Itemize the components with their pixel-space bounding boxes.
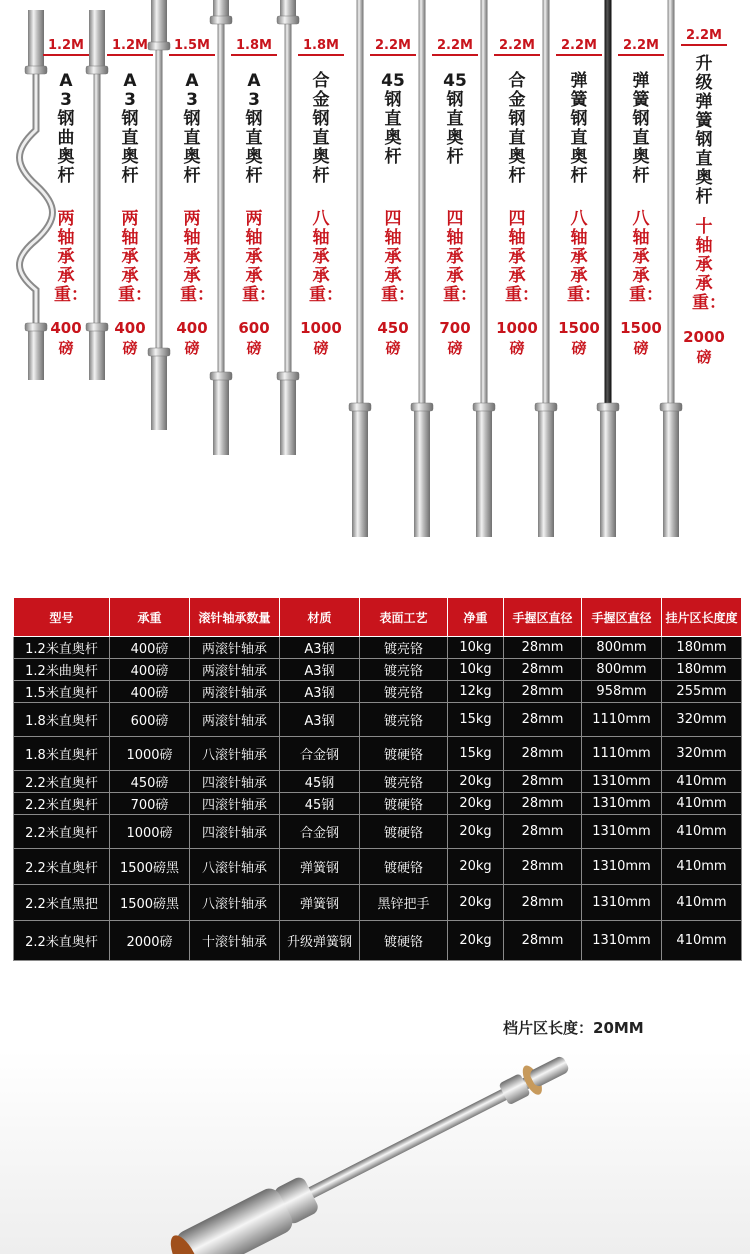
column-header: 手握区直径 [582, 598, 662, 637]
collar [25, 66, 47, 74]
table-cell: 28mm [504, 703, 582, 737]
collar [277, 16, 299, 24]
table-cell: 1310mm [582, 771, 662, 793]
weight-rating: 1000 磅 [496, 319, 538, 357]
table-cell: 800mm [582, 637, 662, 659]
bar-name: A3钢直奥杆 [183, 71, 201, 186]
table-cell: 两滚针轴承 [190, 659, 280, 681]
table-cell: 镀硬铬 [360, 815, 448, 849]
table-cell: 1.8米直奥杆 [14, 737, 110, 771]
table-cell: 镀亮铬 [360, 637, 448, 659]
column-header: 表面工艺 [360, 598, 448, 637]
table-row [14, 771, 742, 793]
column-header: 手握区直径 [504, 598, 582, 637]
table-cell: 1310mm [582, 849, 662, 885]
column-header: 净重 [448, 598, 504, 637]
table-cell: 28mm [504, 637, 582, 659]
table-cell: 400磅 [110, 637, 190, 659]
table-cell: 1500磅黑 [110, 885, 190, 921]
table-cell: 八滚针轴承 [190, 885, 280, 921]
length-label: 2.2M [618, 38, 664, 53]
length-label: 1.8M [298, 38, 344, 53]
table-row [14, 659, 742, 681]
table-cell: 1110mm [582, 737, 662, 771]
collar [411, 403, 433, 411]
table-cell: 20kg [448, 793, 504, 815]
table-cell: 958mm [582, 681, 662, 703]
length-label: 1.5M [169, 38, 215, 53]
table-cell: 600磅 [110, 703, 190, 737]
sleeve [280, 0, 296, 16]
table-cell: 410mm [662, 793, 742, 815]
sleeve [352, 411, 368, 537]
shaft [668, 0, 675, 403]
bearing-capacity: 两轴承承重： [242, 209, 276, 305]
table-cell: 1.8米直奥杆 [14, 703, 110, 737]
weight-rating: 400 磅 [176, 319, 208, 357]
collar [86, 323, 108, 331]
table-cell: 180mm [662, 637, 742, 659]
table-cell: 合金钢 [280, 737, 360, 771]
bearing-capacity: 十轴承承重： [692, 217, 726, 313]
shaft [218, 16, 225, 372]
barbell-5 [277, 0, 299, 455]
barbell-7 [411, 0, 433, 537]
length-label: 2.2M [432, 38, 478, 53]
bar-name: 合金钢直奥杆 [508, 71, 526, 186]
sleeve [213, 0, 229, 16]
table-cell: 1310mm [582, 885, 662, 921]
bar-name: 弹簧钢直奥杆 [570, 71, 588, 186]
table-cell: 1.2米直奥杆 [14, 637, 110, 659]
table-cell: 2000磅 [110, 921, 190, 961]
table-cell: 20kg [448, 921, 504, 961]
bearing-capacity: 四轴承承重： [443, 209, 477, 305]
table-cell: 2.2米直奥杆 [14, 793, 110, 815]
length-label: 1.8M [231, 38, 277, 53]
table-cell: 1.2米曲奥杆 [14, 659, 110, 681]
table-cell: 15kg [448, 737, 504, 771]
weight-rating: 400 磅 [50, 319, 82, 357]
table-cell: 1310mm [582, 921, 662, 961]
table-cell: 1310mm [582, 815, 662, 849]
barbell-2 [86, 10, 108, 380]
bearing-capacity: 八轴承承重： [567, 209, 601, 305]
length-label: 2.2M [556, 38, 602, 53]
weight-rating: 700 磅 [439, 319, 471, 357]
bearing-capacity: 两轴承承重： [118, 209, 152, 305]
table-cell: 410mm [662, 815, 742, 849]
table-cell: 两滚针轴承 [190, 637, 280, 659]
column-header: 材质 [280, 598, 360, 637]
length-label: 2.2M [494, 38, 540, 53]
collar [210, 16, 232, 24]
table-cell: 四滚针轴承 [190, 815, 280, 849]
column-header: 滚针轴承数量 [190, 598, 280, 637]
barbell-4 [210, 0, 232, 455]
shaft [419, 0, 426, 403]
table-cell: 28mm [504, 771, 582, 793]
table-cell: 410mm [662, 849, 742, 885]
column-header: 挂片区长度度 [662, 598, 742, 637]
table-cell: 20kg [448, 771, 504, 793]
table-row [14, 637, 742, 659]
shaft [156, 42, 163, 348]
table-cell: 2.2米直奥杆 [14, 771, 110, 793]
table-cell: 28mm [504, 815, 582, 849]
bar-name: 45钢直奥杆 [443, 71, 467, 167]
table-cell: 镀硬铬 [360, 849, 448, 885]
weight-rating: 400 磅 [114, 319, 146, 357]
table-cell: 镀亮铬 [360, 771, 448, 793]
bearing-capacity: 四轴承承重： [381, 209, 415, 305]
collar [277, 372, 299, 380]
table-cell: 20kg [448, 849, 504, 885]
bearing-capacity: 两轴承承重： [54, 209, 88, 305]
sleeve [151, 356, 167, 430]
sleeve [151, 0, 167, 42]
table-row [14, 885, 742, 921]
table-cell: A3钢 [280, 659, 360, 681]
table-cell: 410mm [662, 771, 742, 793]
table-cell: 28mm [504, 921, 582, 961]
table-cell: 1500磅黑 [110, 849, 190, 885]
length-label: 1.2M [107, 38, 153, 53]
weight-rating: 1500 磅 [620, 319, 662, 357]
table-cell: 28mm [504, 659, 582, 681]
sleeve [89, 10, 105, 66]
table-cell: 180mm [662, 659, 742, 681]
table-cell: 四滚针轴承 [190, 793, 280, 815]
table-row [14, 793, 742, 815]
length-label: 1.2M [43, 38, 89, 53]
barbell-9 [535, 0, 557, 537]
table-cell: 400磅 [110, 659, 190, 681]
table-cell: 弹簧钢 [280, 885, 360, 921]
shaft [543, 0, 550, 403]
weight-rating: 600 磅 [238, 319, 270, 357]
table-cell: 410mm [662, 921, 742, 961]
table-cell: 八滚针轴承 [190, 849, 280, 885]
barbell-lineup [0, 0, 750, 560]
table-cell: 400磅 [110, 681, 190, 703]
table-cell: 镀硬铬 [360, 921, 448, 961]
table-cell: 1310mm [582, 793, 662, 815]
bar-name: A3钢直奥杆 [121, 71, 139, 186]
table-cell: 320mm [662, 737, 742, 771]
sleeve [414, 411, 430, 537]
table-cell: 28mm [504, 681, 582, 703]
table-cell: 黑锌把手 [360, 885, 448, 921]
barbell-3 [148, 0, 170, 430]
table-row [14, 703, 742, 737]
table-cell: 45钢 [280, 793, 360, 815]
collar [473, 403, 495, 411]
sleeve [213, 380, 229, 455]
table-cell: 镀亮铬 [360, 681, 448, 703]
sleeve [663, 411, 679, 537]
weight-rating: 450 磅 [377, 319, 409, 357]
table-cell: 450磅 [110, 771, 190, 793]
sleeve [280, 380, 296, 455]
bearing-capacity: 八轴承承重： [629, 209, 663, 305]
bar-name: 45钢直奥杆 [381, 71, 405, 167]
table-cell: 28mm [504, 885, 582, 921]
table-row [14, 921, 742, 961]
barbell-6 [349, 0, 371, 537]
sleeve [538, 411, 554, 537]
table-cell: 45钢 [280, 771, 360, 793]
sleeve-length-note: 档片区长度：20MM [503, 1019, 644, 1037]
barbell-photo [0, 1050, 750, 1254]
barbell-8 [473, 0, 495, 537]
collar [349, 403, 371, 411]
sleeve [476, 411, 492, 537]
weight-rating: 1000 磅 [300, 319, 342, 357]
bar-name: A3钢直奥杆 [245, 71, 263, 186]
table-cell: 12kg [448, 681, 504, 703]
collar [535, 403, 557, 411]
barbell-11 [660, 0, 682, 537]
collar [660, 403, 682, 411]
length-label: 2.2M [370, 38, 416, 53]
table-cell: 合金钢 [280, 815, 360, 849]
table-cell: A3钢 [280, 637, 360, 659]
table-cell: 弹簧钢 [280, 849, 360, 885]
table-cell: 410mm [662, 885, 742, 921]
table-cell: 镀硬铬 [360, 793, 448, 815]
bar-name: A3钢曲奥杆 [57, 71, 75, 186]
sleeve [28, 331, 44, 380]
table-cell: 升级弹簧钢 [280, 921, 360, 961]
sleeve [600, 411, 616, 537]
column-header: 型号 [14, 598, 110, 637]
collar [210, 372, 232, 380]
table-cell: 10kg [448, 659, 504, 681]
barbell-10 [597, 0, 619, 537]
shaft [94, 66, 101, 323]
table-cell: 1.5米直奥杆 [14, 681, 110, 703]
table-cell: 2.2米直黑把 [14, 885, 110, 921]
table-cell: 八滚针轴承 [190, 737, 280, 771]
table-cell: 1000磅 [110, 737, 190, 771]
table-row [14, 849, 742, 885]
table-cell: A3钢 [280, 703, 360, 737]
weight-rating: 1500 磅 [558, 319, 600, 357]
table-cell: 15kg [448, 703, 504, 737]
table-cell: 1000磅 [110, 815, 190, 849]
table-cell: 2.2米直奥杆 [14, 849, 110, 885]
shaft [357, 0, 364, 403]
table-cell: 28mm [504, 737, 582, 771]
spec-table-header [14, 598, 742, 637]
table-cell: 两滚针轴承 [190, 703, 280, 737]
table-cell: 10kg [448, 637, 504, 659]
table-cell: 700磅 [110, 793, 190, 815]
length-label: 2.2M [681, 28, 727, 43]
table-cell: 四滚针轴承 [190, 771, 280, 793]
table-cell: 镀亮铬 [360, 659, 448, 681]
table-cell: A3钢 [280, 681, 360, 703]
weight-rating: 2000 磅 [683, 328, 725, 366]
collar [597, 403, 619, 411]
table-cell: 20kg [448, 815, 504, 849]
bearing-capacity: 四轴承承重： [505, 209, 539, 305]
table-cell: 镀亮铬 [360, 703, 448, 737]
sleeve [89, 331, 105, 380]
table-cell: 2.2米直奥杆 [14, 921, 110, 961]
bearing-capacity: 两轴承承重： [180, 209, 214, 305]
table-cell: 1110mm [582, 703, 662, 737]
column-header: 承重 [110, 598, 190, 637]
table-row [14, 681, 742, 703]
table-cell: 28mm [504, 849, 582, 885]
table-cell: 20kg [448, 885, 504, 921]
table-row [14, 737, 742, 771]
bearing-capacity: 八轴承承重： [309, 209, 343, 305]
table-row [14, 815, 742, 849]
sleeve [28, 10, 44, 66]
table-cell: 十滚针轴承 [190, 921, 280, 961]
collar [86, 66, 108, 74]
bar-name: 弹簧钢直奥杆 [632, 71, 650, 186]
table-cell: 800mm [582, 659, 662, 681]
table-cell: 320mm [662, 703, 742, 737]
shaft [285, 16, 292, 372]
shaft [481, 0, 488, 403]
table-cell: 255mm [662, 681, 742, 703]
spec-table [13, 597, 742, 961]
shaft [605, 0, 612, 403]
table-cell: 镀硬铬 [360, 737, 448, 771]
table-cell: 两滚针轴承 [190, 681, 280, 703]
bar-name: 升级弹簧钢直奥杆 [695, 54, 713, 207]
table-cell: 2.2米直奥杆 [14, 815, 110, 849]
table-cell: 28mm [504, 793, 582, 815]
bar-name: 合金钢直奥杆 [312, 71, 330, 186]
